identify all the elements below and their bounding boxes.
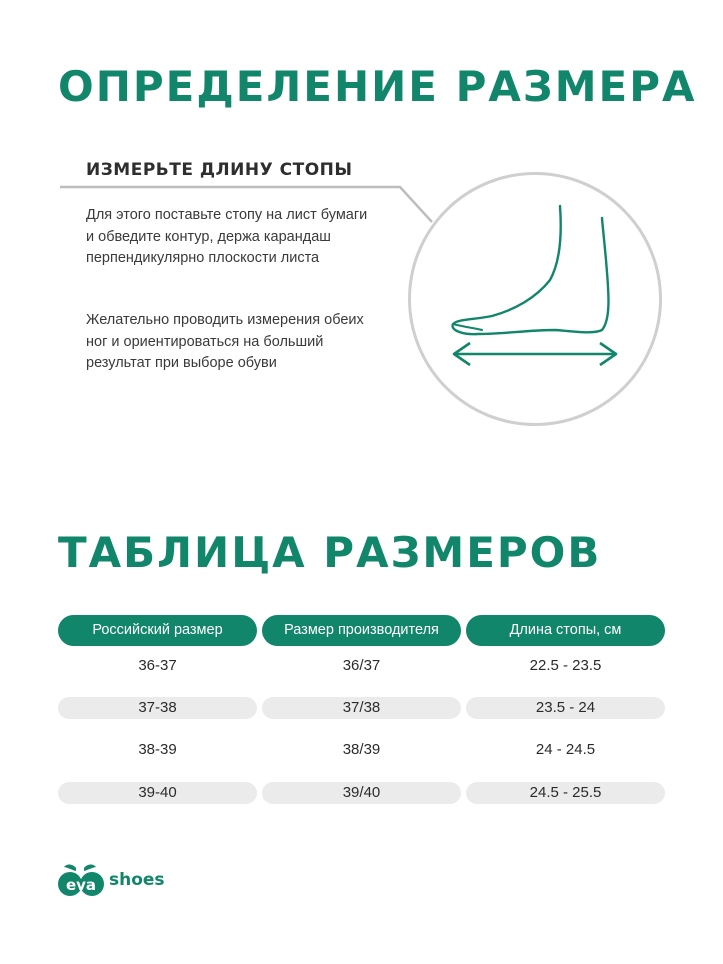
table-cell: 22.5 - 23.5 [529,657,602,674]
instruction-paragraph-2: Желательно проводить измерения обеих ног и ориентироваться на больший результат при выборе обуви [86,312,364,371]
table-cell: 24 - 24.5 [535,741,596,758]
brand-logo [56,862,165,898]
table-cell: 24.5 - 25.5 [466,782,665,804]
logo-icon [56,862,108,898]
table-cell: 39-40 [58,782,257,804]
table-cell: 36-37 [138,657,177,674]
table-cell: 38-39 [138,741,177,758]
table-cell: 37/38 [262,697,461,719]
page-title-size-table: ТАБЛИЦА РАЗМЕРОВ [58,528,602,577]
logo-mark-text: eva [65,876,97,894]
subtitle-measure-foot: ИЗМЕРЬТЕ ДЛИНУ СТОПЫ [86,160,353,180]
double-arrow-icon [454,343,616,365]
table-header-manufacturer-size: Размер производителя [262,615,461,646]
table-header-russian-size: Российский размер [58,615,257,646]
table-cell: 38/39 [342,741,381,758]
table-header-foot-length: Длина стопы, см [466,615,665,646]
foot-icon [408,172,662,426]
logo-wordmark: shoes [109,870,165,890]
page-title-measure: ОПРЕДЕЛЕНИЕ РАЗМЕРА [58,62,697,111]
table-cell: 36/37 [342,657,381,674]
table-cell: 23.5 - 24 [466,697,665,719]
instruction-paragraph-1: Для этого поставьте стопу на лист бумаги и обведите контур, держа карандаш перпендикулярно плоскости листа [86,207,368,266]
table-cell: 39/40 [262,782,461,804]
table-cell: 37-38 [58,697,257,719]
